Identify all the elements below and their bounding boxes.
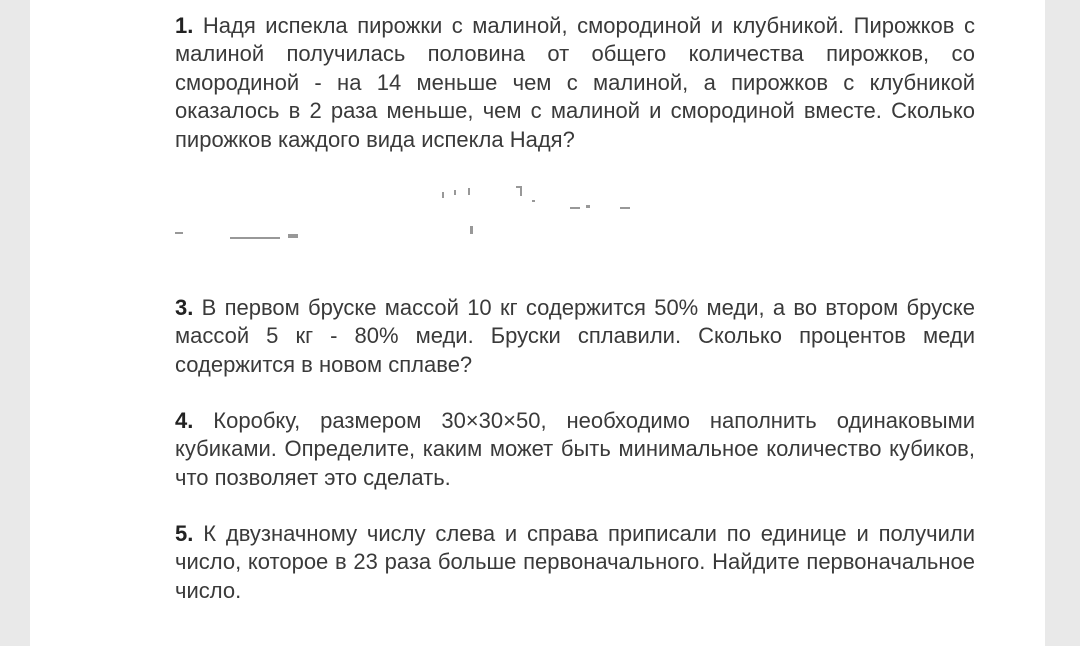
- problem-3-text: В первом бруске массой 10 кг содержится 50% меди, а во втором бруске массой 5 кг - 80% меди. Бруски сплавили. Сколько процентов меди содержится в новом сплаве?: [175, 295, 975, 377]
- problem-4-number: 4.: [175, 408, 194, 433]
- problem-1-number: 1.: [175, 13, 194, 38]
- problem-1: [175, 12, 975, 154]
- problem-4-text: Коробку, размером 30×30×50, необходимо наполнить одинаковыми кубиками. Определите, каким может быть минимальное количество кубиков, что позволяет это сделать.: [175, 408, 975, 490]
- problem-5: [175, 520, 975, 605]
- problem-3-number: 3.: [175, 295, 194, 320]
- document-page: [30, 0, 1045, 646]
- problem-3: [175, 294, 975, 379]
- problem-5-number: 5.: [175, 521, 194, 546]
- problem-5-text: К двузначному числу слева и справа приписали по единице и получили число, которое в 23 раза больше первоначального. Найдите первоначальное число.: [175, 521, 975, 603]
- problem-1-text: Надя испекла пирожки с малиной, смородиной и клубникой. Пирожков с малиной получилась половина от общего количества пирожков, со смородиной - на 14 меньше чем с малиной, а пирожков с клубникой оказалось в 2 раза меньше, чем с малиной и смородиной вместе. Сколько пирожков каждого вида испекла Надя?: [175, 13, 975, 152]
- problem-4: [175, 407, 975, 492]
